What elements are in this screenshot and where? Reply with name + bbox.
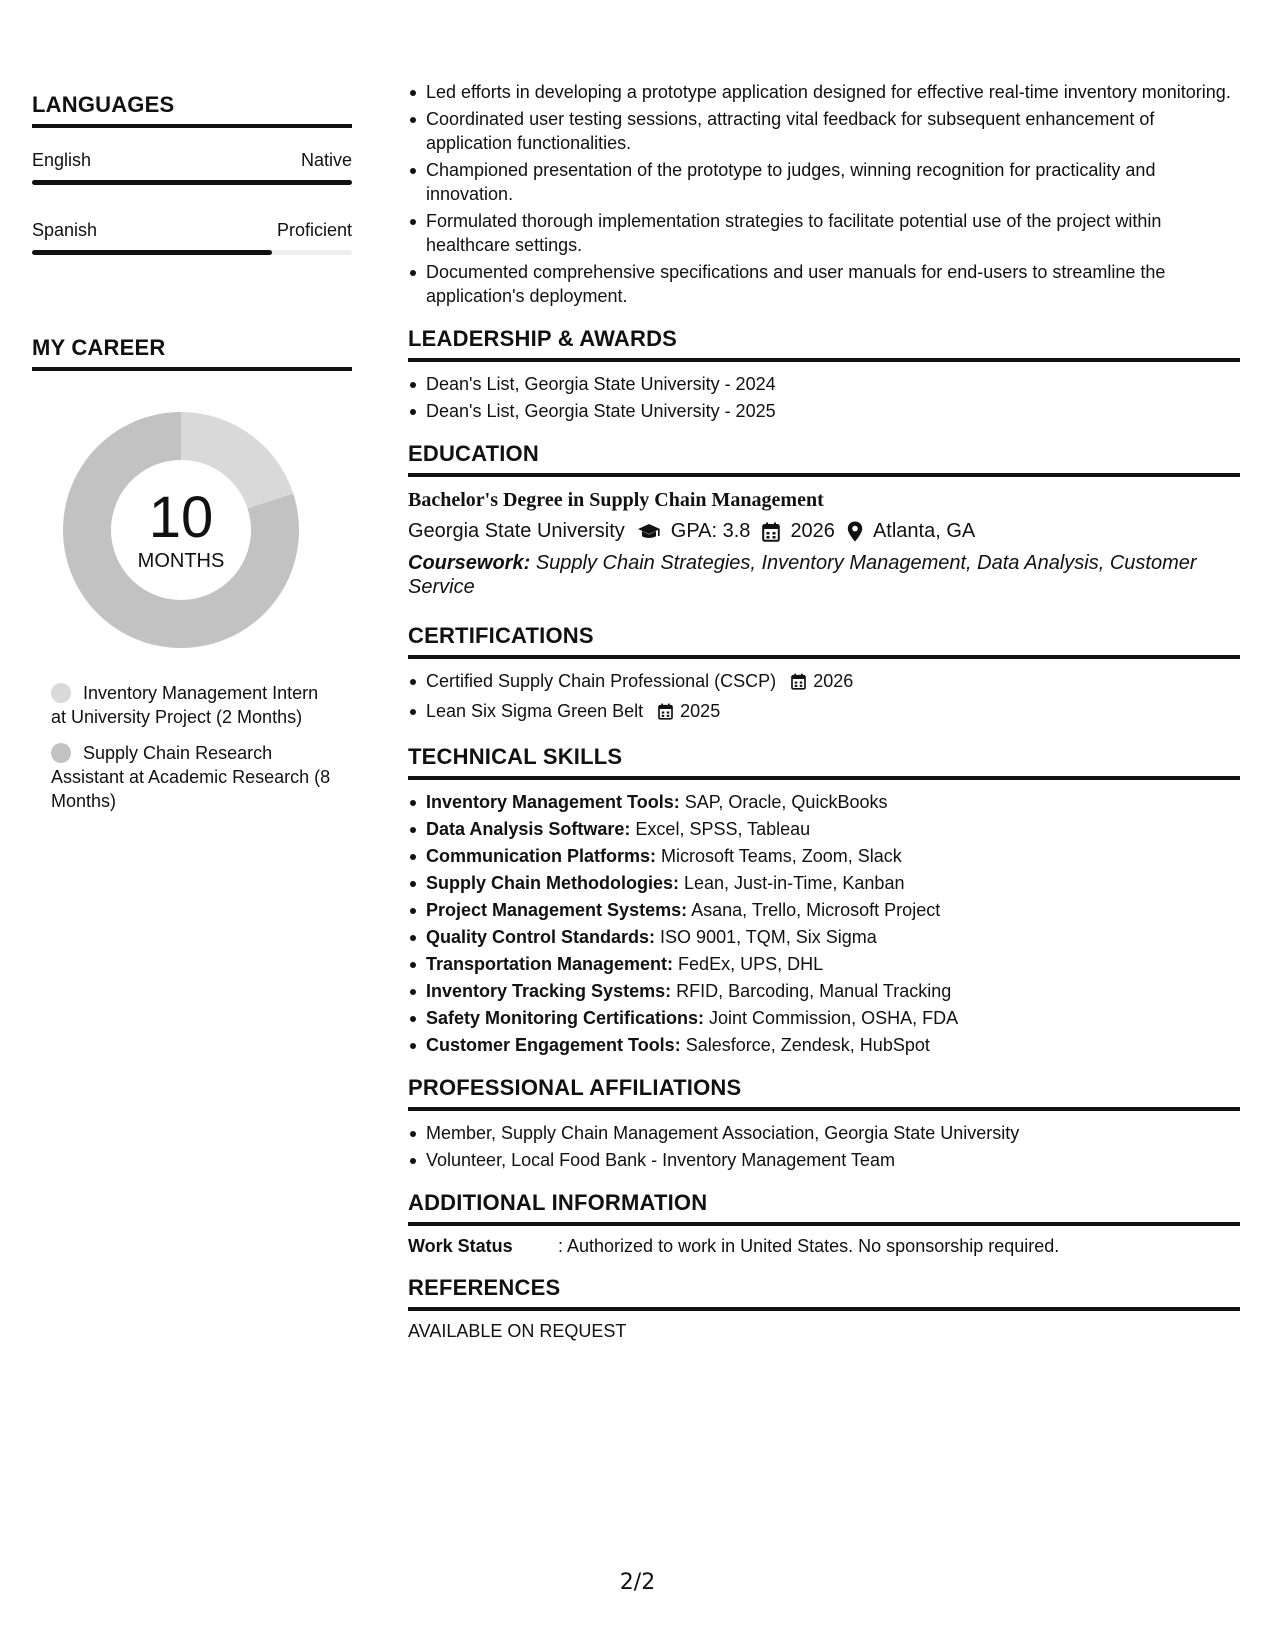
- list-item: Dean's List, Georgia State University - 2025: [426, 399, 1240, 423]
- list-item: [426, 1006, 1240, 1030]
- coursework-list: Supply Chain Strategies, Inventory Management, Data Analysis, Customer Service: [408, 552, 1197, 598]
- language-proficiency-bar: [32, 250, 352, 255]
- language-level: Proficient: [276, 220, 352, 240]
- page-number: 2/2: [619, 1570, 656, 1595]
- references-text: AVAILABLE ON REQUEST: [408, 1321, 627, 1341]
- list-item: [426, 1033, 1240, 1057]
- school-name: Georgia State University: [408, 520, 625, 542]
- career-donut-chart: [56, 405, 306, 655]
- list-item: [426, 844, 1240, 868]
- skill-label: Customer Engagement Tools:: [426, 1035, 681, 1055]
- list-item: [426, 790, 1240, 814]
- list-item: [426, 898, 1240, 922]
- skill-label: Inventory Tracking Systems:: [426, 981, 672, 1001]
- language-proficiency-fill: [32, 250, 272, 255]
- technical-skills-section: [408, 744, 1240, 1057]
- skill-value: SAP, Oracle, QuickBooks: [684, 792, 888, 812]
- career-section: [32, 335, 352, 813]
- skill-value: ISO 9001, TQM, Six Sigma: [660, 927, 877, 947]
- skill-label: Project Management Systems:: [426, 900, 688, 920]
- education-section: [408, 441, 1240, 599]
- skill-value: Joint Commission, OSHA, FDA: [709, 1008, 959, 1028]
- language-proficiency-fill: [32, 180, 352, 185]
- languages-heading: LANGUAGES: [32, 92, 352, 128]
- skill-value: Salesforce, Zendesk, HubSpot: [685, 1035, 930, 1055]
- legend-dot-icon: [51, 683, 71, 703]
- list-item: Coordinated user testing sessions, attracting vital feedback for subsequent enhancement of application functionalities.: [426, 107, 1240, 155]
- language-item: [32, 150, 352, 185]
- legend-dot-icon: [51, 743, 71, 763]
- language-name: English: [32, 150, 92, 170]
- skill-label: Inventory Management Tools:: [426, 792, 680, 812]
- work-status-row: [408, 1236, 1240, 1257]
- list-item: [426, 871, 1240, 895]
- affiliations-section: [408, 1075, 1240, 1172]
- skill-value: Microsoft Teams, Zoom, Slack: [661, 846, 902, 866]
- career-unit: MONTHS: [137, 549, 225, 572]
- graduation-year: 2026: [790, 520, 835, 542]
- additional-info-section: [408, 1190, 1240, 1257]
- location-pin-icon: [847, 521, 863, 542]
- work-status-label: Work Status: [408, 1236, 513, 1256]
- legend-item: [51, 741, 331, 813]
- calendar-icon: [791, 672, 806, 696]
- career-legend: [32, 681, 352, 813]
- skill-value: Excel, SPSS, Tableau: [635, 819, 811, 839]
- legend-label: Supply Chain Research Assistant at Academic Research (8 Months): [51, 743, 331, 811]
- skill-label: Quality Control Standards:: [426, 927, 656, 947]
- additional-info-heading: ADDITIONAL INFORMATION: [408, 1190, 1240, 1226]
- skill-value: FedEx, UPS, DHL: [678, 954, 824, 974]
- coursework: [408, 551, 1240, 599]
- work-status-value: : Authorized to work in United States. No sponsorship required.: [558, 1236, 1060, 1256]
- career-total: 10: [148, 484, 214, 550]
- list-item: Volunteer, Local Food Bank - Inventory Management Team: [426, 1148, 1240, 1172]
- language-name: Spanish: [32, 220, 98, 240]
- skill-label: Communication Platforms:: [426, 846, 657, 866]
- list-item: [426, 979, 1240, 1003]
- career-heading: MY CAREER: [32, 335, 352, 371]
- education-meta: [408, 520, 1240, 543]
- skill-value: Asana, Trello, Microsoft Project: [691, 900, 941, 920]
- skill-label: Data Analysis Software:: [426, 819, 631, 839]
- list-item: Dean's List, Georgia State University - 2024: [426, 372, 1240, 396]
- references-heading: REFERENCES: [408, 1275, 1240, 1311]
- list-item: Formulated thorough implementation strategies to facilitate potential use of the project within healthcare settings.: [426, 209, 1240, 257]
- language-proficiency-bar: [32, 180, 352, 185]
- skill-label: Supply Chain Methodologies:: [426, 873, 679, 893]
- references-section: [408, 1275, 1240, 1342]
- list-item: [426, 699, 1240, 726]
- list-item: [426, 925, 1240, 949]
- skill-value: RFID, Barcoding, Manual Tracking: [676, 981, 952, 1001]
- left-column: [32, 92, 352, 825]
- technical-skills-heading: TECHNICAL SKILLS: [408, 744, 1240, 780]
- certification-name: Certified Supply Chain Professional (CSCP): [426, 671, 777, 691]
- list-item: Championed presentation of the prototype to judges, winning recognition for practicality and innovation.: [426, 158, 1240, 206]
- education-heading: EDUCATION: [408, 441, 1240, 477]
- leadership-list: [408, 372, 1240, 423]
- skill-label: Safety Monitoring Certifications:: [426, 1008, 705, 1028]
- education-location: Atlanta, GA: [872, 520, 976, 542]
- skill-label: Transportation Management:: [426, 954, 674, 974]
- list-item: Led efforts in developing a prototype application designed for effective real-time inventory monitoring.: [426, 80, 1240, 104]
- list-item: Documented comprehensive specifications and user manuals for end-users to streamline the application's deployment.: [426, 260, 1240, 308]
- graduation-cap-icon: [637, 523, 661, 541]
- legend-item: [51, 681, 331, 729]
- certification-year: 2026: [813, 671, 854, 691]
- list-item: [426, 817, 1240, 841]
- certification-year: 2025: [680, 701, 721, 721]
- list-item: [426, 952, 1240, 976]
- calendar-icon: [658, 702, 673, 726]
- list-item: [426, 669, 1240, 696]
- certifications-heading: CERTIFICATIONS: [408, 623, 1240, 659]
- legend-label: Inventory Management Intern at University Project (2 Months): [51, 683, 319, 727]
- coursework-label: Coursework:: [408, 552, 531, 574]
- certifications-list: [408, 669, 1240, 726]
- list-item: Member, Supply Chain Management Association, Georgia State University: [426, 1121, 1240, 1145]
- affiliations-heading: PROFESSIONAL AFFILIATIONS: [408, 1075, 1240, 1111]
- skills-list: [408, 790, 1240, 1057]
- language-level: Native: [300, 150, 352, 170]
- leadership-section: [408, 326, 1240, 423]
- degree-title: Bachelor's Degree in Supply Chain Management: [408, 489, 824, 511]
- calendar-icon: [762, 522, 780, 542]
- certifications-section: [408, 623, 1240, 726]
- right-column: [408, 80, 1240, 1342]
- certification-name: Lean Six Sigma Green Belt: [426, 701, 644, 721]
- affiliations-list: [408, 1121, 1240, 1172]
- gpa: GPA: 3.8: [670, 520, 751, 542]
- language-item: [32, 220, 352, 255]
- skill-value: Lean, Just-in-Time, Kanban: [684, 873, 905, 893]
- donut-center: [56, 405, 306, 655]
- leadership-heading: LEADERSHIP & AWARDS: [408, 326, 1240, 362]
- experience-bullets: [408, 80, 1240, 308]
